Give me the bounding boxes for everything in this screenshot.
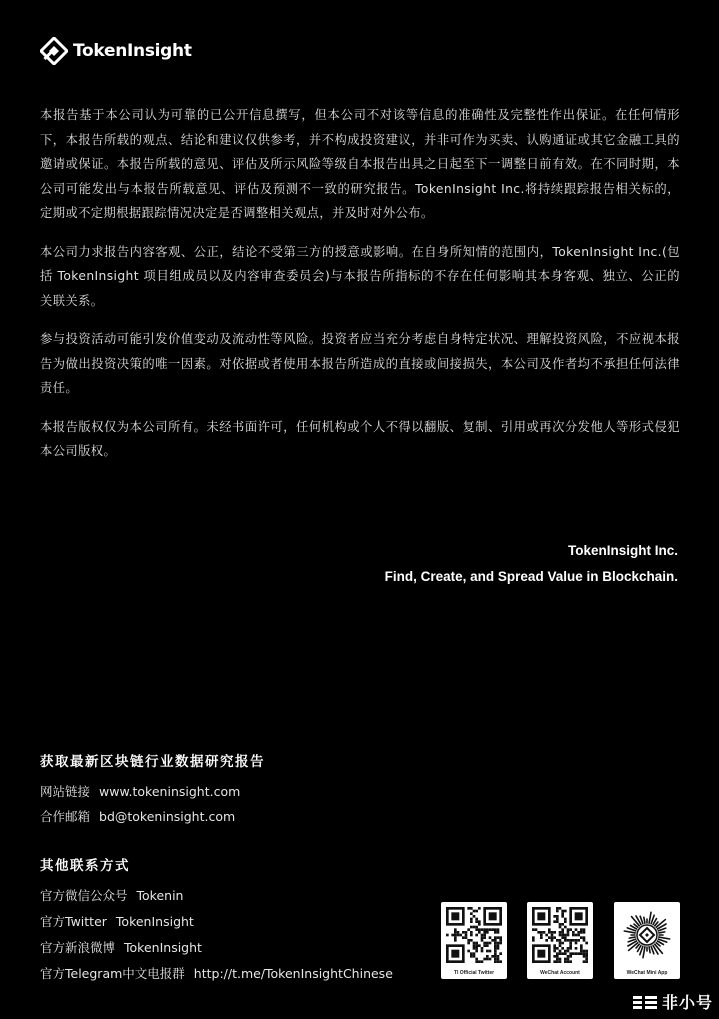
email-row [40,807,235,825]
email-link[interactable]: bd@tokeninsight.com [99,809,236,824]
contact-label: 官方新浪微博 [40,940,116,955]
qr-code-wechat[interactable] [527,902,593,979]
qr-caption: WeChat Mini App [626,970,668,976]
brand-logo [40,37,192,65]
watermark-text: 非小号 [661,993,713,1012]
website-label: 网站链接 [40,784,91,799]
company-name: TokenInsight Inc. [567,543,678,558]
feixiaohao-logo-icon [633,995,657,1009]
website-row [40,782,240,800]
reports-title: 获取最新区块链行业数据研究报告 [40,754,265,770]
disclaimer-paragraph: 本公司力求报告内容客观、公正，结论不受第三方的授意或影响。在自身所知情的范围内，TokenInsight Inc.(包括 TokenInsight 项目组成员以及内容审查委员会)与本报告所指标的不存在任何影响其本身客观、独立、公正的关联关系。 [40,244,680,308]
slogan: Find, Create, and Spread Value in Blockchain. [384,569,678,584]
contact-row [40,886,183,904]
email-label: 合作邮箱 [40,809,91,824]
contact-label: 官方Telegram中文电报群 [40,966,185,981]
contacts-title: 其他联系方式 [40,858,130,874]
signature-block [385,538,678,590]
contact-row [40,912,194,930]
contact-value[interactable]: TokenInsight [124,940,202,955]
tokeninsight-logo-icon [40,37,68,65]
contact-value[interactable]: http://t.me/TokenInsightChinese [193,966,393,981]
contact-label: 官方Twitter [40,914,107,929]
qr-code-icon [532,907,588,963]
contact-value: Tokenin [136,888,184,903]
qr-caption: WeChat Account [540,970,580,976]
qr-caption: TI Official Twitter [453,970,495,976]
website-link[interactable]: www.tokeninsight.com [99,784,241,799]
disclaimer-paragraph: 参与投资活动可能引发价值变动及流动性等风险。投资者应当充分考虑自身特定状况、理解投资风险，不应视本报告为做出投资决策的唯一因素。对依据或者使用本报告所造成的直接或间接损失，本公司及作者均不承担任何法律责任。 [40,332,680,395]
qr-code-mini-app[interactable] [614,902,680,979]
disclaimer-paragraph: 本报告版权仅为本公司所有。未经书面许可，任何机构或个人不得以翻版、复制、引用或再次分发他人等形式侵犯本公司版权。 [40,419,680,458]
contact-label: 官方微信公众号 [40,888,128,903]
brand-name: TokenInsight [73,41,192,61]
qr-code-twitter[interactable] [441,902,507,979]
mini-app-code-icon [619,907,675,963]
disclaimer [40,103,680,478]
contact-value[interactable]: TokenInsight [115,914,194,929]
qr-code-icon [446,907,502,963]
disclaimer-paragraph: 本报告基于本公司认为可靠的已公开信息撰写，但本公司不对该等信息的准确性及完整性作出保证。在任何情形下，本报告所载的观点、结论和建议仅供参考，并不构成投资建议，并非可作为买卖、认购通证或其它金融工具的邀请或保证。本报告所载的意见、评估及所示风险等级自本报告出具之日起至下一调整日前有效。在不同时期，本公司可能发出与本报告所载意见、评估及预测不一致的研究报告。TokenInsight Inc.将持续跟踪报告相关标的，定期或不定期根据跟踪情况决定是否调整相关观点，并及时对外公布。 [40,108,680,220]
watermark [633,990,713,1013]
contact-row [40,964,393,982]
contact-row [40,938,202,956]
